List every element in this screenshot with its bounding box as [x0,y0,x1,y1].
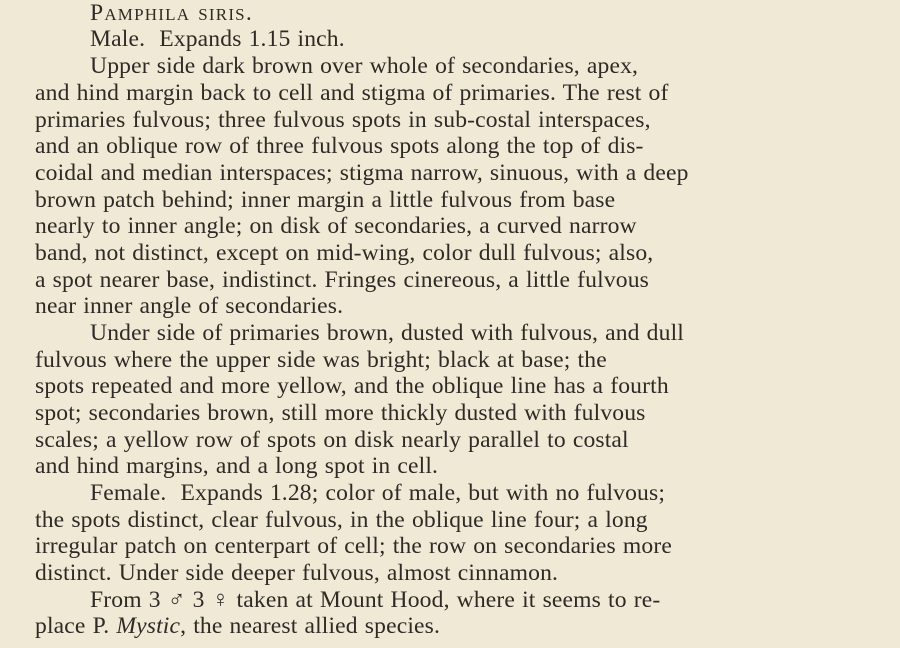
text-segment: place P. [35,613,117,639]
text-line: and an oblique row of three fulvous spots along the top of dis- [35,133,644,159]
text-line: Under side of primaries brown, dusted with fulvous, and dull [90,320,684,346]
text-line: spots repeated and more yellow, and the oblique line has a fourth [35,373,669,399]
text-line: band, not distinct, except on mid-wing, color dull fulvous; also, [35,240,654,266]
text-line: the spots distinct, clear fulvous, in the oblique line four; a long [35,507,648,533]
species-name-italic: Mystic [116,613,181,639]
text-line: Female. Expands 1.28; color of male, but with no fulvous; [90,480,666,506]
text-line: primaries fulvous; three fulvous spots in sub-costal interspaces, [35,107,651,133]
text-line: spot; secondaries brown, still more thickly dusted with fulvous [35,400,646,426]
text-line: nearly to inner angle; on disk of secondaries, a curved narrow [35,213,637,239]
text-line: coidal and median interspaces; stigma narrow, sinuous, with a deep [35,160,689,186]
text-line: Upper side dark brown over whole of secondaries, apex, [90,53,639,79]
text-line: irregular patch on centerpart of cell; the row on secondaries more [35,533,673,559]
text-line: a spot nearer base, indistinct. Fringes cinereous, a little fulvous [35,267,649,293]
text-line: From 3 ♂ 3 ♀ taken at Mount Hood, where it seems to re- [90,587,661,613]
text-line: Male. Expands 1.15 inch. [90,26,345,52]
text-line: fulvous where the upper side was bright; black at base; the [35,347,607,373]
text-line: and hind margin back to cell and stigma of primaries. The rest of [35,80,669,106]
text-line: scales; a yellow row of spots on disk nearly parallel to costal [35,427,629,453]
text-line: near inner angle of secondaries. [35,293,344,319]
text-segment: , the nearest allied species. [180,613,441,639]
text-line: brown patch behind; inner margin a little fulvous from base [35,187,616,213]
text-line-last [35,613,440,640]
text-line: and hind margins, and a long spot in cell. [35,453,439,479]
text-line: distinct. Under side deeper fulvous, almost cinnamon. [35,560,559,586]
species-heading: Pamphila siris. [90,0,253,26]
